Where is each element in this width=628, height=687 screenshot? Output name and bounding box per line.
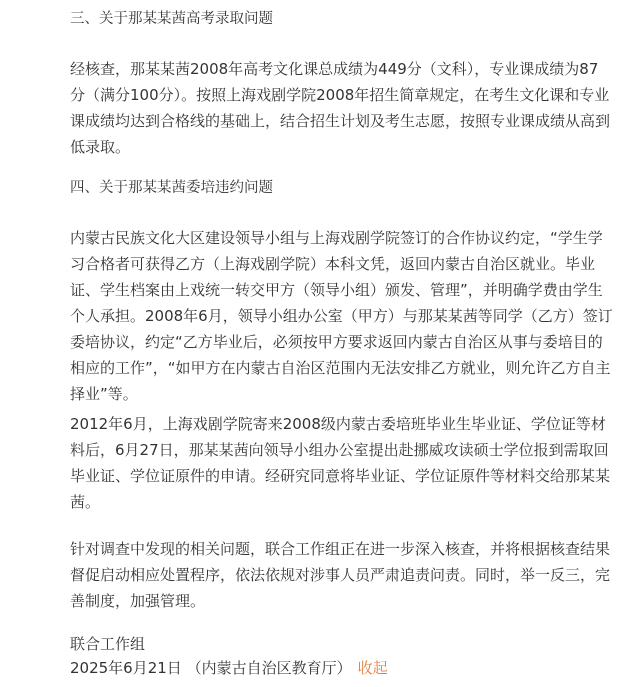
text-line: 2012年6月，上海戏剧学院寄来2008级内蒙古委培班毕业生毕业证、学位证等材: [70, 415, 606, 433]
paragraph-agreement: [70, 225, 616, 407]
text-line: 善制度，加强管理。: [70, 592, 206, 610]
paragraph-admission: [70, 56, 616, 160]
signature-date-line: [70, 655, 388, 681]
text-line: 委培协议，约定“乙方毕业后，必须按甲方要求返回内蒙古自治区从事与委培目的: [70, 333, 603, 351]
text-line: 督促启动相应处置程序，依法依规对涉事人员严肃追责问责。同时，举一反三，完: [70, 566, 611, 584]
text-line: 择业”等。: [70, 385, 138, 403]
text-line: 课成绩均达到合格线的基础上，结合招生计划及考生志愿，按照专业课成绩从高到: [70, 112, 611, 130]
text-line: 料后，6月27日，那某某茜向领导小组办公室提出赴挪威攻读硕士学位报到需取回: [70, 441, 609, 459]
text-line: 经核查，那某某茜2008年高考文化课总成绩为449分（文科），专业课成绩为87: [70, 60, 599, 78]
text-line: 相应的工作”，“如甲方在内蒙古自治区范围内无法安排乙方就业，则允许乙方自主: [70, 359, 611, 377]
signature-author: 联合工作组: [70, 635, 146, 653]
text-line: 毕业证、学位证原件的申请。经研究同意将毕业证、学位证原件等材料交给那某某: [70, 467, 611, 485]
signature-date-source: 2025年6月21日 （内蒙古自治区教育厅）: [70, 659, 352, 677]
text-line: 个人承担。2008年6月，领导小组办公室（甲方）与那某某茜等同学（乙方）签订: [70, 307, 613, 325]
text-line: 习合格者可获得乙方（上海戏剧学院）本科文凭，返回内蒙古自治区就业。毕业: [70, 255, 596, 273]
text-line: 低录取。: [70, 138, 131, 156]
paragraph-conclusion: [70, 536, 616, 614]
section-heading-3: 三、关于那某某茜高考录取问题: [70, 11, 273, 27]
text-line: 证、学生档案由上戏统一转交甲方（领导小组）颁发、管理”，并明确学费由学生: [70, 281, 603, 299]
collapse-link[interactable]: 收起: [357, 659, 388, 677]
text-line: 茜。: [70, 493, 101, 511]
text-line: 针对调查中发现的相关问题，联合工作组正在进一步深入核查，并将根据核查结果: [70, 540, 611, 558]
text-line: 分（满分100分）。按照上海戏剧学院2008年招生简章规定，在考生文化课和专业: [70, 86, 610, 104]
section-heading-4: 四、关于那某某茜委培违约问题: [70, 180, 273, 196]
paragraph-certificates: [70, 411, 616, 515]
text-line: 内蒙古民族文化大区建设领导小组与上海戏剧学院签订的合作协议约定，“学生学: [70, 229, 603, 247]
